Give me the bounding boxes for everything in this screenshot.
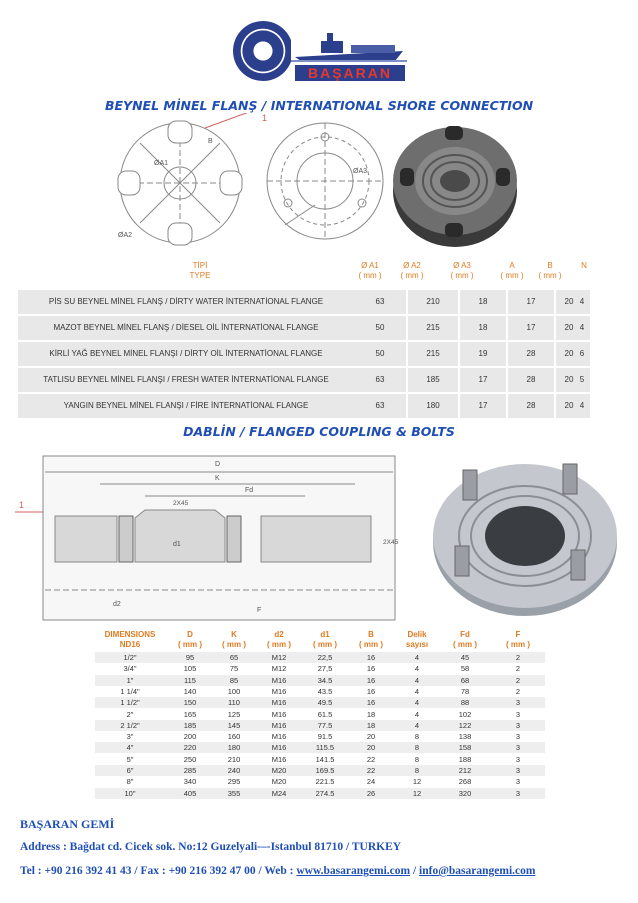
table2-cell-f: 3 [515,743,521,753]
table1-cell-a2: 185 [408,368,458,392]
table1-cell-a3: 18 [460,290,506,314]
table2-cell-k: 145 [227,720,241,730]
table1-head-a2 [394,261,430,281]
table1-cell-n: 5 [574,368,590,392]
table2-cell-f: 2 [515,653,521,662]
table1-row [18,290,590,314]
table2-cell-nd: 1 1/4" [120,686,140,696]
footer-address-text: : Bağdat cd. Cicek sok. No:12 Guzelyali-–-Istanbul 81710 / TURKEY [60,841,402,853]
ship-icon [291,27,407,63]
table2-cell-k: 75 [229,664,239,674]
table2-cell-d: 105 [183,664,197,674]
table1-cell-desc: MAZOT BEYNEL MİNEL FLANŞ / DİESEL OİL İNTERNATİONAL FLANGE [18,316,354,340]
table2-cell-fd: 268 [458,777,472,787]
table2-cell-d: 165 [183,709,197,719]
table1-row [18,316,590,340]
table2-cell-delik: 4 [414,698,420,708]
table2-cell-nd: 1" [126,675,134,685]
table1-row [18,342,590,366]
drawing2-label-d1: d1 [173,541,181,548]
website-link[interactable]: www.basarangemi.com [296,865,411,877]
company-logo [233,21,407,81]
table2-cell-f: 3 [515,788,521,798]
table2-head-sayisi-label: sayısı [405,640,429,649]
table2-cell-fd: 320 [458,788,472,798]
table2-cell-b: 16 [366,653,376,662]
drawing2-label-fd: Fd [245,487,254,494]
table2-head-fd-unit: ( mm ) [453,640,477,649]
table1-cell-a1: 50 [354,316,406,340]
table2-cell-nd: 10" [124,788,136,798]
table2-cell-k: 210 [227,754,241,764]
table2-cell-d: 115 [184,675,196,685]
table2-cell-k: 110 [228,698,240,708]
table2-cell-d1: 91.5 [317,732,333,742]
table2-head-f-label: F [515,630,521,639]
table1-cell-b: 20 [556,394,582,418]
brand-name: BAŞARAN [295,65,405,81]
table2-cell-b: 16 [366,675,376,685]
table2-cell-d1: 49.5 [317,698,333,708]
table1-cell-a1: 50 [354,342,406,366]
table2-cell-f: 2 [515,686,521,696]
table2-head-d2-unit: ( mm ) [267,640,291,649]
table2-cell-d2: M16 [271,675,287,685]
table1-cell-a: 28 [508,394,554,418]
table2-head-d2-label: d2 [274,630,284,639]
table2-cell-d: 200 [183,732,197,742]
table2-cell-fd: 122 [458,720,472,730]
table2-cell-d: 220 [183,743,197,753]
table1-cell-a: 17 [508,316,554,340]
table1-cell-b: 20 [556,368,582,392]
table1-row [18,394,590,418]
table2-cell-nd: 4" [126,743,134,753]
table1-cell-n: 4 [574,394,590,418]
table1-head-a3-label: Ø A3 [453,261,471,270]
table1-cell-b: 20 [556,342,582,366]
table1-cell-a3: 19 [460,342,506,366]
table2-head-d-unit: ( mm ) [178,640,202,649]
drawing1-label-a3: ØA3 [353,168,368,175]
table2-cell-fd: 212 [458,766,472,775]
table1-row [18,368,590,392]
table1-head-b-label: B [547,261,553,270]
table2-head-k [214,630,254,650]
table2-cell-d: 185 [183,720,197,730]
footer-web-label: Web [264,865,287,877]
section-title-coupling: DABLİN / FLANGED COUPLING & BOLTS [183,424,455,439]
table2-cell-d1: 274.5 [315,788,335,798]
footer-address [20,841,401,853]
table2-cell-k: 100 [227,686,241,696]
table2-cell-nd: 2 1/2" [120,720,140,730]
table2-cell-fd: 188 [458,754,472,764]
table1-cell-n: 6 [574,342,590,366]
table2-cell-nd: 3" [126,732,134,742]
table2-cell-k: 125 [227,709,241,719]
table2-cell-d: 340 [183,777,197,787]
table2-cell-d2: M16 [271,743,287,753]
table1-head-a2-label: Ø A2 [403,261,421,270]
table2-row [95,776,545,787]
table1-head-a1-unit: ( mm ) [358,271,382,280]
table1-cell-desc: KİRLİ YAĞ BEYNEL MİNEL FLANŞI / DİRTY OİL İNTERNATİONAL FLANGE [18,342,354,366]
table2-cell-d2: M16 [271,686,287,696]
table2-cell-d2: M16 [271,720,287,730]
drawing2-label-2x45b: 2X45 [383,539,399,546]
table2-cell-d2: M16 [271,698,287,708]
table1-head-type-tr: TİPİ [192,261,208,270]
table1-cell-a3: 17 [460,394,506,418]
table2-cell-fd: 68 [460,675,470,685]
drawing2-label-f: F [257,607,262,614]
table2-cell-nd: 1 1/2" [120,698,140,708]
table2-cell-delik: 4 [414,709,420,719]
table1-cell-desc: YANGIN BEYNEL MİNEL FLANŞI / FİRE İNTERNATİONAL FLANGE [18,394,354,418]
table2-cell-d1: 221.5 [315,777,335,787]
footer-company: BAŞARAN GEMİ [20,817,115,831]
table2-head-d1 [305,630,345,650]
table2-head-d1-unit: ( mm ) [313,640,337,649]
table2-cell-d2: M20 [271,777,287,787]
table2-head-dims-label: DIMENSIONS [104,630,156,639]
table2-cell-d2: M12 [271,664,287,674]
table2-cell-d: 140 [183,686,197,696]
table1-head-a-unit: ( mm ) [500,271,524,280]
table1-head-a2-unit: ( mm ) [400,271,424,280]
table2-head-d [170,630,210,650]
coupling-drawing [15,450,625,625]
table2-cell-delik: 4 [414,653,420,662]
table2-cell-k: 65 [229,653,239,662]
table1-head-a [494,261,530,281]
table2-cell-nd: 2" [126,709,134,719]
table1-cell-a2: 210 [408,290,458,314]
table2-row [95,697,545,708]
table2-cell-d1: 27,5 [317,664,333,674]
table2-cell-k: 160 [227,732,241,742]
table1-head-type [170,261,230,281]
table2-cell-b: 22 [366,766,376,775]
table2-cell-d: 405 [183,788,197,798]
table2-row [95,663,545,674]
table2-cell-b: 20 [366,732,376,742]
table1-head-a3-unit: ( mm ) [450,271,474,280]
table2-cell-b: 16 [366,686,376,696]
table2-head-k-unit: ( mm ) [222,640,246,649]
table2-cell-d: 250 [183,754,197,764]
table2-row [95,731,545,742]
table1-cell-a2: 215 [408,342,458,366]
table2-cell-k: 180 [227,743,241,753]
table2-head-b [351,630,391,650]
table1-cell-a2: 180 [408,394,458,418]
footer-address-label: Address [20,841,61,853]
table1-head-b-unit: ( mm ) [538,271,562,280]
section-title-shore-connection: BEYNEL MİNEL FLANŞ / INTERNATIONAL SHORE CONNECTION [104,98,534,113]
table1-cell-a: 17 [508,290,554,314]
table2-head-delik [397,630,437,650]
table2-cell-f: 2 [515,675,521,685]
table2-cell-b: 16 [366,698,376,708]
table2-cell-nd: 1/2" [123,653,137,662]
table2-cell-delik: 12 [412,788,422,798]
table1-cell-b: 20 [556,316,582,340]
table2-cell-d1: 115.5 [315,743,335,753]
table1-cell-n: 4 [574,290,590,314]
table2-cell-d1: 77.5 [317,720,333,730]
table2-cell-d2: M12 [271,653,287,662]
table2-cell-delik: 8 [414,754,420,764]
table1-cell-b: 20 [556,290,582,314]
table2-cell-f: 3 [515,698,521,708]
drawing1-label-a1: ØA1 [154,160,169,167]
table2-row [95,742,545,753]
table2-cell-d2: M16 [271,754,287,764]
table2-head-f-unit: ( mm ) [506,640,530,649]
table2-cell-fd: 138 [458,732,472,742]
table2-cell-d1: 61.5 [317,709,333,719]
table2-cell-d2: M24 [271,788,287,798]
drawing2-label-d: D [215,461,221,468]
table2-cell-b: 26 [366,788,376,798]
table2-cell-fd: 102 [458,709,472,719]
table2-cell-delik: 4 [414,720,420,730]
table2-cell-b: 20 [366,743,376,753]
shore-flange-photo [393,126,517,247]
table2-cell-b: 22 [366,754,376,764]
coupling-flange-photo [433,464,617,616]
drawing1-label-b: B [208,138,213,145]
table2-cell-k: 240 [227,766,241,775]
table1-cell-desc: TATLISU BEYNEL MİNEL FLANŞI / FRESH WATER İNTERNATİONAL FLANGE [18,368,354,392]
table2-row [95,765,545,776]
drawing1-label-1: 1 [262,113,268,123]
table2-cell-fd: 88 [460,698,470,708]
table2-cell-delik: 4 [414,664,420,674]
table2-row [95,709,545,720]
drawing1-label-a2: ØA2 [118,232,133,239]
footer-contact [20,865,535,877]
table1-cell-a1: 63 [354,394,406,418]
drawing2-label-d2: d2 [113,601,121,608]
table2-row [95,754,545,765]
table2-cell-f: 3 [515,709,521,719]
table2-cell-nd: 3/4" [123,664,137,674]
table2-cell-fd: 45 [460,653,470,662]
marine-badge-icon [233,21,293,81]
drawing2-label-2x45a: 2X45 [173,500,189,507]
table2-cell-f: 3 [515,777,521,787]
table2-cell-d1: 34.5 [317,675,333,685]
table2-cell-fd: 158 [458,743,472,753]
table2-row [95,788,545,799]
table2-cell-fd: 78 [460,686,470,696]
table1-cell-desc: PİS SU BEYNEL MİNEL FLANŞ / DİRTY WATER İNTERNATİONAL FLANGE [18,290,354,314]
table2-cell-delik: 12 [412,777,422,787]
table2-cell-delik: 4 [414,686,420,696]
table1-head-type-en: TYPE [189,271,211,280]
table1-head-a-label: A [509,261,515,270]
footer-slash: / [410,865,420,877]
table2-cell-b: 18 [366,720,376,730]
table2-head-b-unit: ( mm ) [359,640,383,649]
table1-head-a1 [352,261,388,281]
table2-cell-d2: M16 [271,709,287,719]
table2-cell-delik: 8 [414,766,420,775]
table2-cell-f: 3 [515,732,521,742]
table2-cell-delik: 8 [414,743,420,753]
table2-cell-delik: 4 [414,675,420,685]
table2-cell-nd: 5" [126,754,134,764]
table2-cell-d2: M20 [271,766,287,775]
table1-cell-a: 28 [508,342,554,366]
table2-head-d1-label: d1 [320,630,330,639]
table2-head-fd-label: Fd [460,630,470,639]
table2-cell-f: 3 [515,766,521,775]
table2-head-f [496,630,540,650]
table2-cell-k: 355 [227,788,241,798]
table2-row [95,720,545,731]
table2-head-dimensions [95,630,165,650]
table2-cell-nd: 8" [126,777,134,787]
table1-head-a3 [444,261,480,281]
table2-head-d-label: D [187,630,193,639]
table2-cell-d1: 43.5 [317,686,333,696]
table1-cell-a1: 63 [354,368,406,392]
table2-cell-k: 85 [229,675,239,685]
table1-cell-a: 28 [508,368,554,392]
table2-cell-nd: 6" [126,766,134,775]
table2-row [95,686,545,697]
table1-cell-a1: 63 [354,290,406,314]
table2-cell-f: 2 [515,664,521,674]
table2-head-k-label: K [231,630,237,639]
table2-cell-b: 18 [366,709,376,719]
table2-head-nd-label: ND16 [119,640,141,649]
drawing2-label-1: 1 [19,500,25,510]
table1-head-n: N [581,261,587,270]
table2-cell-d1: 169.5 [315,766,335,775]
table2-cell-f: 3 [515,720,521,730]
footer-web-sep: : [286,865,297,877]
table1-head-a1-label: Ø A1 [361,261,379,270]
email-link[interactable]: info@basarangemi.com [419,865,536,877]
table2-cell-k: 295 [227,777,241,787]
table2-cell-d1: 141.5 [315,754,335,764]
table1-head-b [532,261,568,281]
table2-head-b-label: B [368,630,374,639]
table2-row [95,675,545,686]
table2-cell-d2: M16 [271,732,287,742]
table1-cell-a2: 215 [408,316,458,340]
table2-cell-b: 24 [366,777,376,787]
table2-head-fd [445,630,485,650]
table1-cell-n: 4 [574,316,590,340]
table2-row [95,652,545,663]
table2-cell-d1: 22,5 [317,653,333,662]
table2-cell-b: 16 [366,664,376,674]
table1-cell-a3: 18 [460,316,506,340]
table2-cell-fd: 58 [460,664,470,674]
footer-fax: : +90 216 392 47 00 / [159,865,265,877]
table2-cell-d: 150 [183,698,197,708]
footer-tel-label: Tel [20,865,35,877]
footer-tel: : +90 216 392 41 43 / [34,865,141,877]
drawing2-label-k: K [215,475,220,482]
table2-head-d2 [259,630,299,650]
table2-cell-d: 95 [185,653,195,662]
table2-cell-d: 285 [183,766,197,775]
shore-connection-drawing [110,113,530,253]
table2-cell-f: 3 [515,754,521,764]
table1-cell-a3: 17 [460,368,506,392]
table2-cell-delik: 8 [414,732,420,742]
footer-fax-label: Fax [140,865,160,877]
table2-head-delik-label: Delik [407,630,427,639]
